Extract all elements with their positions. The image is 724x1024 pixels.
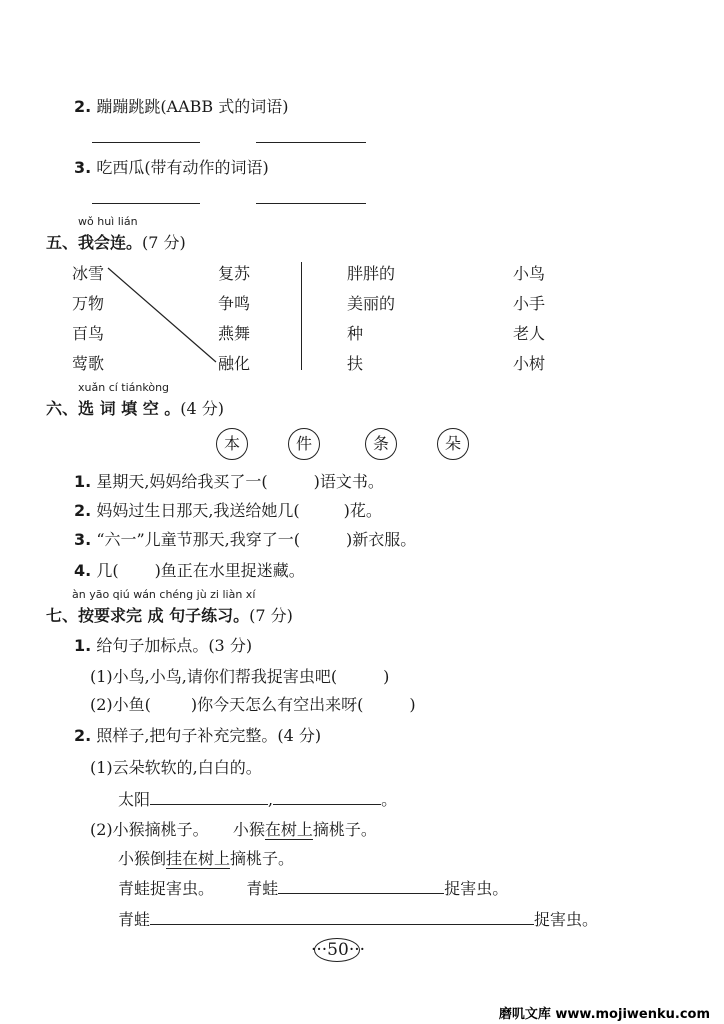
question-number: 2.: [74, 726, 92, 745]
underlined-phrase: 挂在树上: [166, 849, 231, 868]
match-word[interactable]: 小树: [513, 354, 546, 373]
word-option-circle: 本: [216, 428, 248, 460]
question-number: 4.: [74, 561, 92, 580]
question-number: 2.: [74, 97, 92, 116]
question-text: 给句子加标点。(3 分): [96, 636, 253, 655]
page-number: [300, 936, 376, 964]
section-points: (7 分): [249, 606, 293, 625]
sentence-end: ): [383, 667, 390, 686]
sentence-text: )你今天怎么有空出来呀(: [190, 695, 364, 714]
sentence-text: 摘桃子。: [230, 849, 295, 868]
question-text: 吃西瓜(带有动作的词语): [96, 158, 269, 177]
answer-blank[interactable]: [150, 908, 534, 925]
underlined-phrase: 在树上: [264, 820, 313, 839]
match-word[interactable]: 扶: [347, 354, 364, 373]
completion-line-1: [118, 787, 397, 810]
match-word[interactable]: 美丽的: [347, 294, 396, 313]
match-word[interactable]: 百鸟: [72, 324, 105, 343]
section-points: (4 分): [180, 399, 225, 418]
question-number: 3.: [74, 158, 92, 177]
word-option-circle: 件: [288, 428, 320, 460]
sentence-text: (1)小鸟,小鸟,请你们帮我捉害虫吧(: [90, 667, 338, 686]
example-sentence-3: [118, 846, 294, 869]
page-number-dots: ···: [348, 940, 366, 960]
answer-blank[interactable]: [273, 788, 381, 805]
answer-blank[interactable]: [278, 877, 444, 894]
item-text-after: )新衣服。: [346, 530, 417, 549]
match-word[interactable]: 燕舞: [218, 324, 251, 343]
punctuation-sentence-2: [90, 692, 416, 715]
page-number-dots: ···: [310, 940, 328, 960]
item-text-before: 几(: [96, 561, 119, 580]
completion-line-2: [118, 876, 508, 899]
word-option-circle: 条: [365, 428, 397, 460]
match-word[interactable]: 老人: [513, 324, 546, 343]
sentence-text: 青蛙捉害虫。: [118, 879, 215, 898]
section-pinyin: wǒ huì lián: [78, 215, 138, 228]
section-6-title: [46, 396, 224, 419]
match-word[interactable]: 小鸟: [513, 264, 546, 283]
subquestion-1: [74, 633, 252, 656]
section-title-text: 六、选 词 填 空 。: [46, 399, 181, 418]
section-pinyin: àn yāo qiú wán chéng jù zi liàn xí: [72, 588, 256, 601]
example-sentence-2: [90, 817, 377, 840]
sentence-end: 。: [381, 790, 398, 809]
item-text-after: )鱼正在水里捉迷藏。: [154, 561, 305, 580]
question-text: 照样子,把句子补充完整。(4 分): [96, 726, 322, 745]
sentence-text: 青蛙: [246, 879, 279, 898]
sentence-text: (2)小猴摘桃子。: [90, 820, 209, 839]
item-text-after: )语文书。: [313, 472, 384, 491]
column-divider: [301, 262, 302, 370]
match-word[interactable]: 种: [347, 324, 364, 343]
section-7-title: [46, 603, 293, 626]
question-number: 2.: [74, 501, 92, 520]
subquestion-2: [74, 723, 321, 746]
section-pinyin: xuǎn cí tiánkòng: [78, 381, 170, 394]
item-text-before: 星期天,妈妈给我买了一(: [96, 472, 268, 491]
fill-item-3: [74, 527, 416, 550]
sentence-text: 小猴倒: [118, 849, 167, 868]
question-number: 1.: [74, 636, 92, 655]
word-option-circle: 朵: [437, 428, 469, 460]
page-number-value: 50: [327, 940, 349, 960]
punctuation-sentence-1: [90, 664, 389, 687]
match-word[interactable]: 万物: [72, 294, 105, 313]
section-points: (7 分): [142, 233, 186, 252]
sentence-end: 捉害虫。: [444, 879, 509, 898]
fill-item-1: [74, 469, 384, 492]
question-number: 3.: [74, 530, 92, 549]
match-word[interactable]: 冰雪: [72, 264, 105, 283]
match-word[interactable]: 复苏: [218, 264, 251, 283]
section-title-text: 七、按要求完 成 句子练习。: [46, 606, 250, 625]
sentence-end: ): [409, 695, 416, 714]
sentence-text: 太阳: [118, 790, 151, 809]
sentence-text: (2)小鱼(: [90, 695, 151, 714]
question-number: 1.: [74, 472, 92, 491]
item-text-before: “六一”儿童节那天,我穿了一(: [96, 530, 301, 549]
match-word[interactable]: 胖胖的: [347, 264, 396, 283]
section-title-text: 五、我会连。: [46, 233, 143, 252]
fill-item-4: [74, 558, 305, 581]
fill-item-2: [74, 498, 382, 521]
sentence-text: 摘桃子。: [312, 820, 377, 839]
item-text-after: )花。: [343, 501, 382, 520]
answer-blank[interactable]: [150, 788, 268, 805]
comma: ,: [268, 790, 274, 809]
sentence-text: 青蛙: [118, 910, 151, 929]
sentence-text: 小猴: [232, 820, 265, 839]
match-word[interactable]: 莺歌: [72, 354, 105, 373]
watermark-footer: 磨叽文库 www.mojiwenku.com: [498, 1007, 710, 1022]
match-word[interactable]: 争鸣: [218, 294, 251, 313]
question-text: 蹦蹦跳跳(AABB 式的词语): [96, 97, 289, 116]
example-sentence: (1)云朵软软的,白白的。: [90, 758, 262, 777]
sentence-end: 捉害虫。: [534, 910, 599, 929]
match-word[interactable]: 小手: [513, 294, 546, 313]
completion-line-3: [118, 907, 598, 930]
match-word[interactable]: 融化: [218, 354, 251, 373]
item-text-before: 妈妈过生日那天,我送给她几(: [96, 501, 300, 520]
